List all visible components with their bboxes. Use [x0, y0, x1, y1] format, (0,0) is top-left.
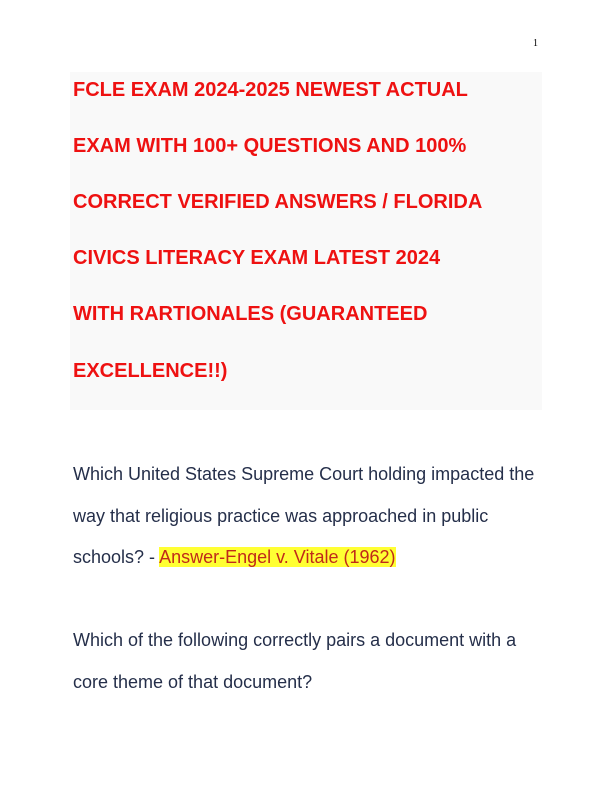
title-line: CIVICS LITERACY EXAM LATEST 2024 [73, 247, 441, 269]
question-text-line: Which United States Supreme Court holding impacted the [73, 464, 535, 484]
question-text-line: schools? [73, 547, 145, 567]
title-line: EXAM WITH 100+ QUESTIONS AND 100% [73, 135, 467, 157]
question-text-line: core theme of that document? [73, 672, 313, 692]
answer-separator: - [144, 547, 160, 567]
question-text-line: way that religious practice was approached in public [73, 506, 489, 526]
answer-highlight: Answer-Engel v. Vitale (1962) [159, 547, 396, 567]
question-last-line [73, 547, 396, 567]
title-line: EXCELLENCE!!) [73, 360, 228, 382]
question-text-line: Which of the following correctly pairs a document with a [73, 630, 517, 650]
document-title [70, 72, 542, 410]
title-line: FCLE EXAM 2024-2025 NEWEST ACTUAL [73, 79, 468, 101]
page-number: 1 [533, 38, 538, 49]
title-line: WITH RARTIONALES (GUARANTEED [73, 303, 428, 325]
title-line: CORRECT VERIFIED ANSWERS / FLORIDA [73, 191, 483, 213]
